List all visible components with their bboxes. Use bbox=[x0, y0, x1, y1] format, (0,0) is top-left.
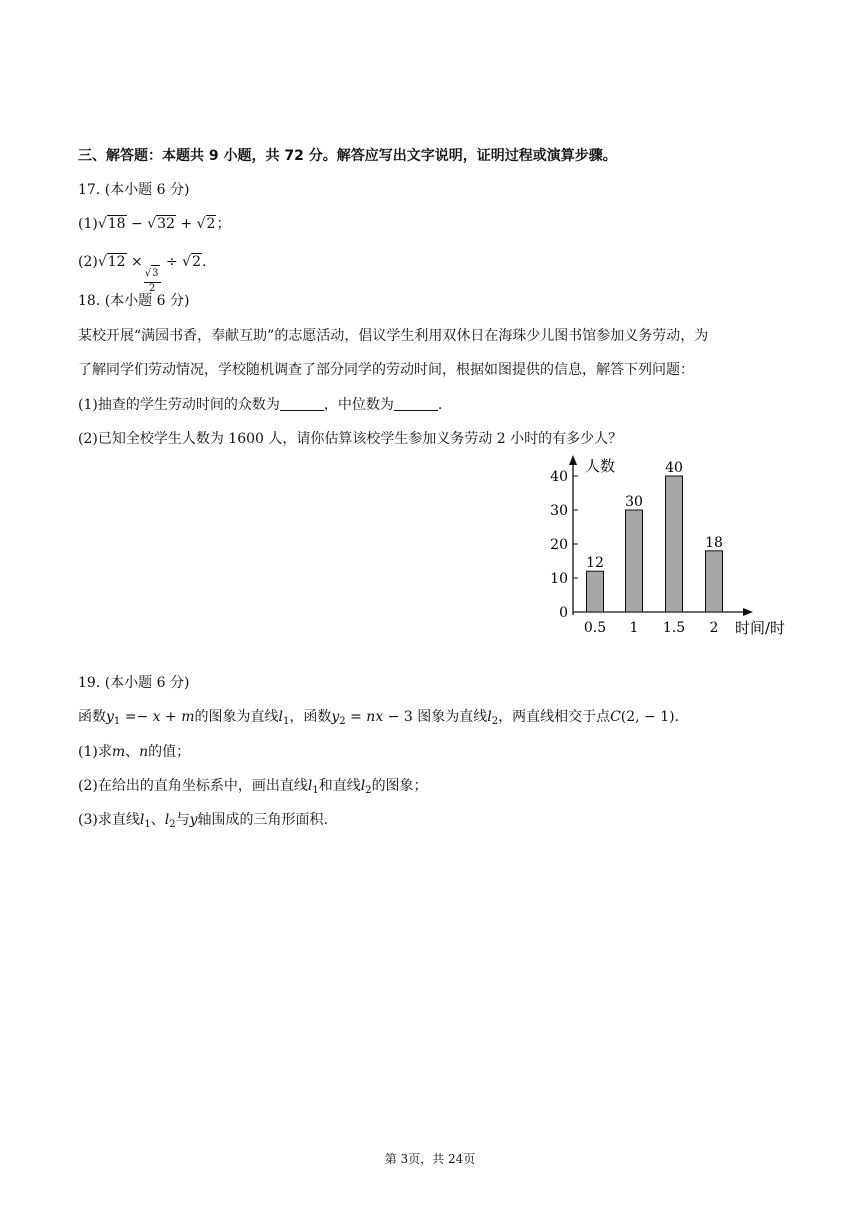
mode-answer-blank bbox=[280, 396, 324, 411]
q17-p1-label: (1) bbox=[78, 216, 98, 232]
q18-p1-text-a: (1)抽查的学生劳动时间的众数为 bbox=[78, 397, 280, 413]
var-y2: y bbox=[331, 709, 340, 725]
q19-p2-text: 和直线 bbox=[318, 778, 361, 794]
q19-p3-text: (3)求直线 bbox=[78, 812, 140, 828]
q19-header: 19. (本小题 6 分) bbox=[78, 675, 190, 691]
x-tick-label: 0.5 bbox=[583, 620, 607, 636]
sub-1: 1 bbox=[312, 785, 319, 796]
y-tick-label: 10 bbox=[550, 571, 568, 587]
q17-p1-end: ； bbox=[216, 216, 231, 232]
q17-p1-op1: − bbox=[131, 216, 143, 232]
sub-2: 2 bbox=[491, 716, 499, 727]
q17-p1-radicand3: 2 bbox=[206, 216, 216, 232]
var-y: y bbox=[189, 812, 198, 828]
y-ticks bbox=[550, 469, 578, 621]
labor-time-bar-chart bbox=[545, 455, 795, 645]
bar bbox=[706, 551, 723, 612]
var-m: m bbox=[111, 744, 126, 760]
q19-p1-text: 的值； bbox=[148, 744, 191, 760]
q18-header: 18. (本小题 6 分) bbox=[78, 293, 190, 309]
q17-p2-radicand2: 2 bbox=[192, 254, 202, 270]
q19-text: 函数 bbox=[78, 709, 106, 725]
q19-text: 图象为直线 bbox=[417, 709, 488, 725]
bar bbox=[587, 571, 604, 612]
q17-p1-radicand1: 18 bbox=[107, 216, 126, 232]
sub-1: 1 bbox=[144, 819, 151, 830]
y-tick-label: 40 bbox=[550, 469, 568, 485]
x-tick-label: 1.5 bbox=[662, 620, 686, 636]
q17-p1-radicand2: 32 bbox=[157, 216, 175, 232]
q19-text: 的图象为直线 bbox=[194, 709, 279, 725]
sub-2: 2 bbox=[339, 716, 346, 727]
q18-p1-text-b: ，中位数为 bbox=[323, 397, 394, 413]
var-nx: nx bbox=[366, 709, 384, 725]
bar-value-label: 30 bbox=[625, 494, 643, 510]
q19-eq1: =− bbox=[120, 709, 153, 725]
q17-p2-end: . bbox=[202, 254, 207, 270]
q19-p3-text: 轴围成的三角形面积. bbox=[197, 812, 328, 828]
y-tick-label: 0 bbox=[559, 605, 568, 621]
x-tick-label: 2 bbox=[709, 620, 719, 636]
q19-eq2: = bbox=[345, 709, 367, 725]
bar-value-label: 18 bbox=[705, 534, 723, 551]
x-axis-arrow-icon bbox=[743, 608, 753, 616]
sub-2: 2 bbox=[365, 785, 372, 796]
q19-p2-text: (2)在给出的直角坐标系中，画出直线 bbox=[78, 778, 308, 794]
point-C-coords: (2, − 1) bbox=[620, 709, 675, 725]
bars bbox=[584, 460, 723, 636]
q19-statement bbox=[78, 707, 679, 732]
q17-p1-op2: + bbox=[180, 216, 193, 232]
bar bbox=[666, 476, 683, 612]
var-m: m bbox=[181, 709, 195, 725]
q19-p1-sep: 、 bbox=[125, 744, 140, 760]
q19-text: ，函数 bbox=[289, 709, 332, 725]
q17-p2-frac-num: 3 bbox=[151, 265, 159, 282]
y-tick-label: 30 bbox=[550, 503, 568, 519]
q18-part2: (2)已知全校学生人数为 1600 人，请你估算该校学生参加义务劳动 2 小时的有多少人？ bbox=[78, 431, 623, 447]
var-y1: y bbox=[106, 709, 114, 725]
q19-p2-text: 的图象； bbox=[371, 778, 428, 794]
bar-value-label: 40 bbox=[665, 460, 683, 476]
q19-p3-sep: 、 bbox=[150, 812, 165, 828]
bar bbox=[626, 510, 643, 612]
q18-p1-text-c: . bbox=[437, 397, 443, 413]
q19-text: ，两直线相交于点 bbox=[498, 709, 611, 725]
median-answer-blank bbox=[394, 396, 438, 411]
y-axis-arrow-icon bbox=[569, 455, 577, 465]
q17-p2-radicand1: 12 bbox=[107, 254, 126, 270]
bar-value-label: 12 bbox=[586, 555, 604, 572]
q19-part1 bbox=[78, 742, 190, 762]
sub-2: 2 bbox=[169, 819, 176, 830]
q17-header: 17. (本小题 6 分) bbox=[78, 182, 190, 198]
sub-1: 1 bbox=[282, 716, 290, 727]
q19-plus: + bbox=[160, 709, 182, 725]
q19-p1-text: (1)求 bbox=[78, 744, 112, 760]
var-l2: l bbox=[164, 812, 170, 828]
q18-paragraph-1: 某校开展“满园书香，奉献互助”的志愿活动，倡议学生利用双休日在海珠少儿图书馆参加义务劳动，为 bbox=[78, 328, 709, 344]
point-C: C bbox=[610, 709, 621, 725]
q17-p2-op1: × bbox=[131, 254, 143, 270]
var-l1: l bbox=[139, 812, 145, 828]
x-axis-label: 时间/时 bbox=[735, 619, 786, 637]
x-tick-label: 1 bbox=[629, 620, 639, 636]
y-axis-label: 人数 bbox=[585, 457, 616, 475]
var-n: n bbox=[139, 744, 149, 760]
var-l2: l bbox=[487, 709, 492, 725]
q19-minus3: − 3 bbox=[383, 709, 418, 725]
q17-p2-fraction: $\frac{√3}{2}$ bbox=[144, 265, 161, 294]
q17-p2-label: (2) bbox=[78, 254, 98, 270]
q19-part2 bbox=[78, 776, 428, 801]
q19-part3 bbox=[78, 810, 328, 835]
q17-part2: (2)√12 × $\frac{√3}{2}$ ÷ √2. bbox=[78, 254, 207, 294]
var-l1: l bbox=[307, 778, 313, 794]
q17-p2-op2: ÷ bbox=[165, 254, 178, 270]
q19-p3-text: 与 bbox=[175, 812, 190, 828]
q17-p2-frac-den: 2 bbox=[148, 283, 156, 294]
page-footer: 第 3页，共 24页 bbox=[384, 1152, 476, 1166]
var-l2: l bbox=[360, 778, 366, 794]
q17-part1: (1)√18 − √32 + √2； bbox=[78, 216, 231, 232]
q19-end: . bbox=[674, 709, 680, 725]
y-tick-label: 20 bbox=[550, 537, 568, 553]
var-x: x bbox=[152, 709, 161, 725]
var-l1: l bbox=[278, 709, 283, 725]
q18-paragraph-2: 了解同学们劳动情况，学校随机调查了部分同学的劳动时间，根据如图提供的信息，解答下列问题： bbox=[78, 362, 694, 378]
sub-1: 1 bbox=[113, 716, 121, 727]
q18-part1 bbox=[78, 395, 442, 415]
section-heading: 三、解答题：本题共 9 小题，共 72 分。解答应写出文字说明，证明过程或演算步骤。 bbox=[78, 148, 617, 164]
